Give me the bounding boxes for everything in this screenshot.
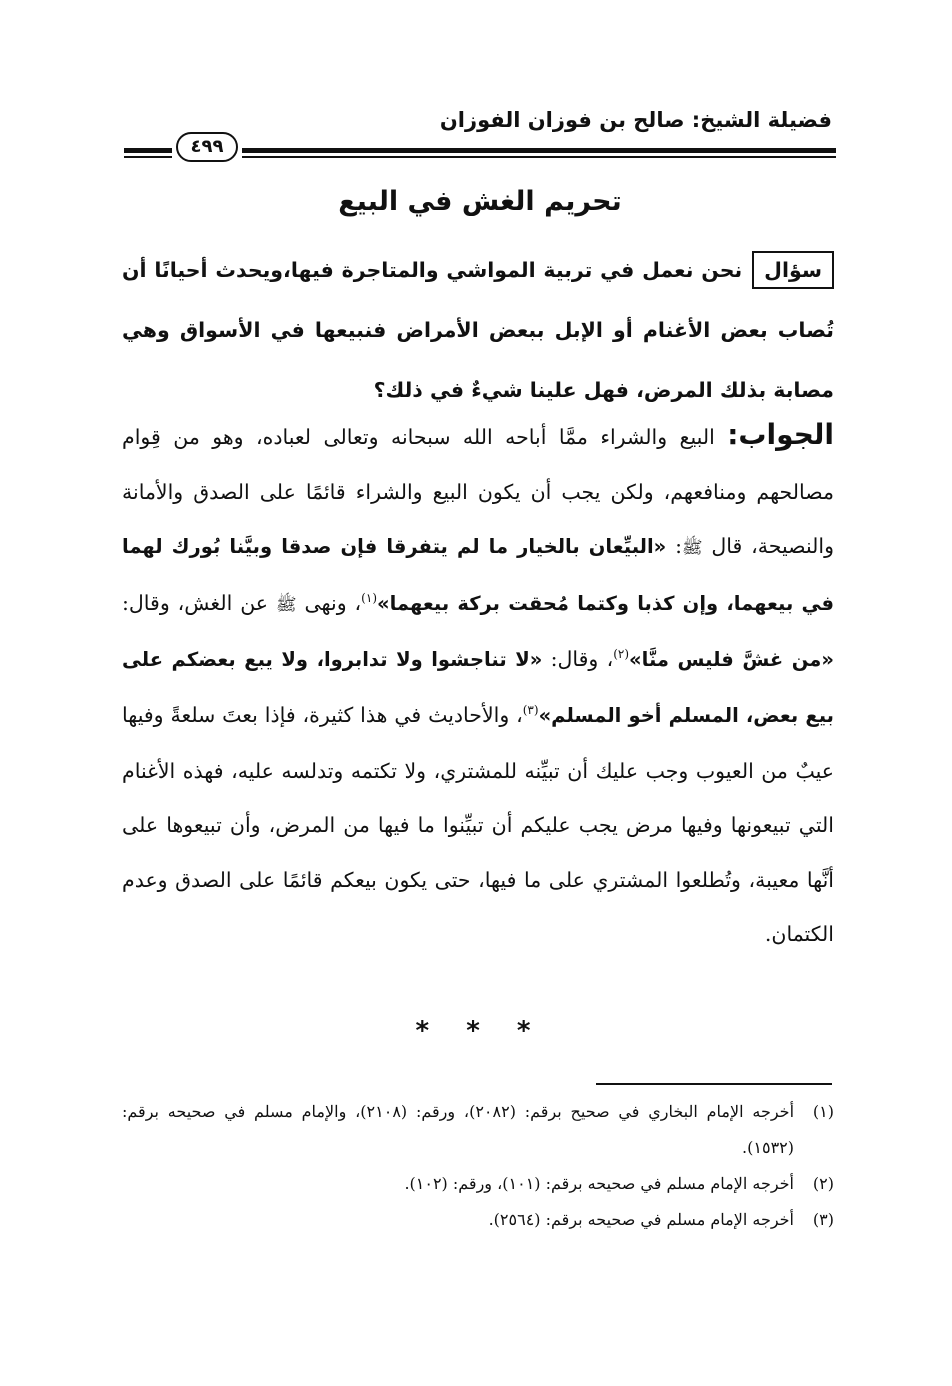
answer-text-3: ، ونهى [296,590,362,615]
footnote-item [122,1094,834,1166]
footnote-ref-1: (١) [361,590,377,605]
salutation-glyph: ﷺ [275,594,297,615]
footnote-number: (١) [812,1102,834,1121]
answer-label: الجواب: [727,418,834,451]
section-separator-stars: * * * [415,1016,545,1046]
question-text: نحن نعمل في تربية المواشي والمتاجرة فيها،ويحدث أحيانًا أن تُصاب بعض الأغنام أو الإبل ببعض الأمراض فنبيعها في الأسواق وهي مصابة بذلك المرض، فهل علينا شيءٌ في ذلك؟ [122,258,834,402]
answer-text-2: : [666,534,683,559]
header-rule-thin-left [124,156,172,158]
hadith-quote-1: «البيِّعان بالخيار ما لم يتفرقا فإن صدقا وبيَّنا بُورك لهما في بيعهما، وإن كذبا وكتما مُحقت بركة بيعهما» [122,535,835,615]
question-label: سؤال [752,251,834,289]
answer-text-5: ، وقال: [542,647,614,672]
page-number: ٤٩٩ [176,132,238,162]
footnote-number: (٢) [812,1174,834,1193]
question-block [122,240,834,420]
section-title: تحريم الغش في البيع [338,186,622,217]
footnote-ref-3: (٣) [522,703,539,718]
header-rule-thick-right [242,148,836,153]
footnote-text: أخرجه الإمام مسلم في صحيحه برقم: (١٠١)، ورقم: (١٠٢). [404,1174,794,1193]
answer-text-1: البيع والشراء ممَّا أباحه الله سبحانه وتعالى لعباده، وهو من قِوام مصالحهم ومنافعهم، ولكن يجب أن يكون البيع والشراء قائمًا على الصدق والأمانة والنصيحة، قال [122,425,834,559]
footnote-text: أخرجه الإمام البخاري في صحيح برقم: (٢٠٨٢)، ورقم: (٢١٠٨)، والإمام مسلم في صحيحه برقم: (١٥٣٢). [122,1102,795,1157]
header-rule-thick-left [124,148,172,153]
footnote-number: (٣) [812,1210,834,1229]
salutation-glyph: ﷺ [682,538,703,559]
answer-text-6: ، والأحاديث في هذا كثيرة، فإذا بعتَ سلعةً وفيها عيبٌ من العيوب وجب عليك أن تبيِّنه للمشتري، ولا تكتمه وتدلسه عليه، فهذه الأغنام التي تبيعونها وفيها مرض يجب عليكم أن تبيِّنوا ما فيها من المرض، وأن تبيعوها على أنَّها معيبة، وتُطلعوا المشتري على ما فيها، حتى يكون بيعكم قائمًا على الصدق وعدم الكتمان. [122,702,834,947]
footnote-ref-2: (٢) [613,647,630,662]
header-rule-thin-right [242,156,836,158]
running-header-title: فضيلة الشيخ: صالح بن فوزان الفوزان [439,108,832,132]
header-rule [124,132,836,166]
footnote-text: أخرجه الإمام مسلم في صحيحه برقم: (٢٥٦٤). [488,1210,794,1229]
footnote-item [122,1166,834,1202]
footnotes [122,1094,834,1238]
footnote-item [122,1202,834,1238]
footnote-rule [596,1083,832,1085]
hadith-quote-2: «من غشَّ فليس منَّا» [629,648,834,672]
answer-text-4: عن الغش، وقال: [122,590,276,615]
hadith-quote-3: «لا تناجشوا ولا تدابروا، ولا يبع بعضكم على بيع بعض، المسلم أخو المسلم» [122,648,834,727]
answer-block [122,408,834,962]
